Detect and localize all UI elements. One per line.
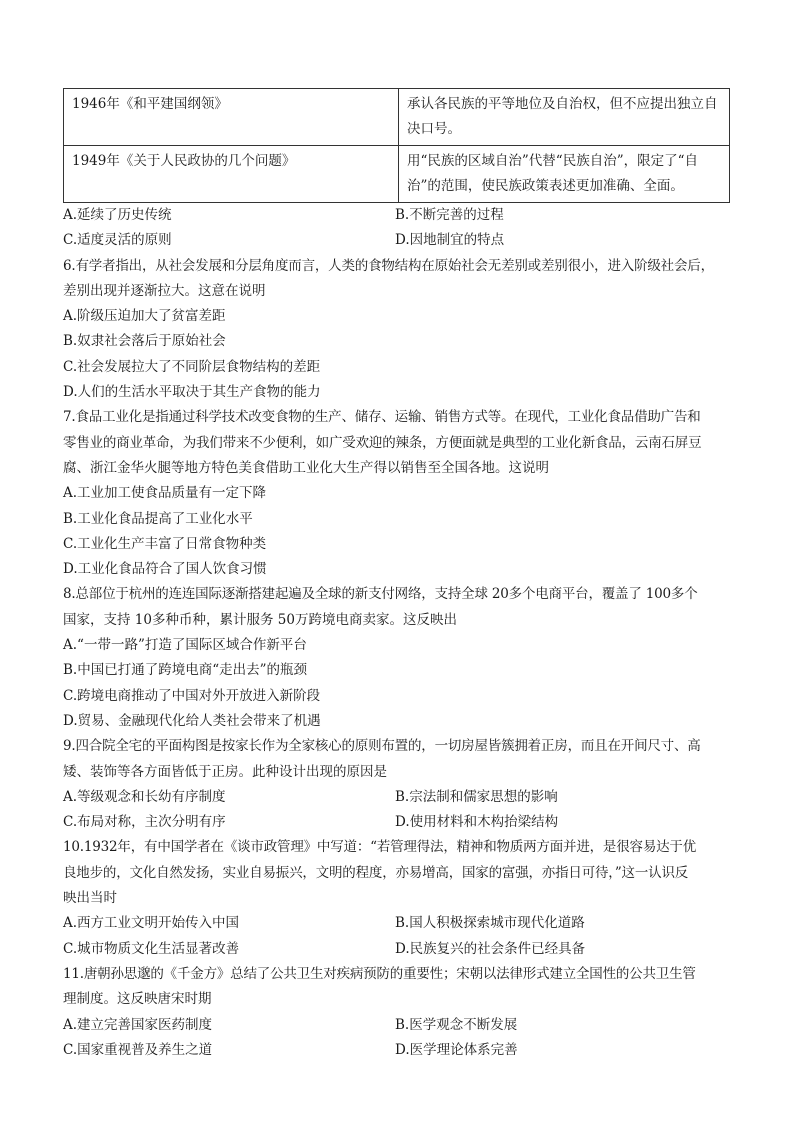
q8-stem-line-2: 国家，支持 10多种币种，累计服务 50万跨境电商卖家。这反映出 xyxy=(63,611,457,628)
q9-option-a[interactable]: A.等级观念和长幼有序制度 xyxy=(63,788,226,805)
q7-stem-line-3: 腐、浙江金华火腿等地方特色美食借助工业化大生产得以销售至全国各地。这说明 xyxy=(63,459,549,476)
q9-stem-line-1: 9.四合院全宅的平面构图是按家长作为全家核心的原则布置的，一切房屋皆簇拥着正房，而且在开间尺寸、高 xyxy=(63,738,701,755)
q6-stem-line-1: 6.有学者指出，从社会发展和分层角度而言，人类的食物结构在原始社会无差别或差别很小，进入阶级社会后， xyxy=(63,257,714,274)
q11-option-b[interactable]: B.医学观念不断发展 xyxy=(395,1016,518,1033)
q9-option-d[interactable]: D.使用材料和木构抬梁结构 xyxy=(395,814,559,831)
q10-stem-line-1: 10.1932年，有中国学者在《谈市政管理》中写道：“若管理得法，精神和物质两方面并进，是很容易达于优 xyxy=(63,839,697,856)
q11-options-row-1 xyxy=(63,1013,731,1038)
q5-option-b[interactable]: B.不断完善的过程 xyxy=(395,207,504,223)
q10-option-c[interactable]: C.城市物质文化生活显著改善 xyxy=(63,940,240,957)
q5-options-row-1 xyxy=(63,203,731,228)
q6-option-d[interactable]: D.人们的生活水平取决于其生产食物的能力 xyxy=(63,384,321,401)
exam-page xyxy=(63,88,731,1063)
q9-stem-line-2: 矮、装饰等各方面皆低于正房。此种设计出现的原因是 xyxy=(63,763,387,780)
q8-stem-line-1: 8.总部位于杭州的连连国际逐渐搭建起遍及全球的新支付网络，支持全球 20多个电商平台，覆盖了 100多个 xyxy=(63,586,698,603)
table-cell-content: 承认各民族的平等地位及自治权，但不应提出独立自决口号。 xyxy=(399,89,730,146)
policy-table xyxy=(63,88,730,203)
q10-option-a[interactable]: A.西方工业文明开始传入中国 xyxy=(63,915,240,932)
q5-option-a[interactable]: A.延续了历史传统 xyxy=(63,207,172,223)
q7-stem-line-2: 零售业的商业革命，为我们带来不少便利，如广受欢迎的辣条，方便面就是典型的工业化新食品，云南石屏豆 xyxy=(63,434,702,451)
q6-option-a[interactable]: A.阶级压迫加大了贫富差距 xyxy=(63,308,226,325)
q9-option-b[interactable]: B.宗法制和儒家思想的影响 xyxy=(395,788,558,805)
table-row xyxy=(64,146,730,203)
q7-option-d[interactable]: D.工业化食品符合了国人饮食习惯 xyxy=(63,561,267,578)
q10-stem-line-2: 良地步的，文化自然发扬，实业自易振兴，文明的程度，亦易增高，国家的富强，亦指日可待，”这一认识反 xyxy=(63,864,689,881)
q11-stem-line-1: 11.唐朝孙思邈的《千金方》总结了公共卫生对疾病预防的重要性；宋朝以法律形式建立全国性的公共卫生管 xyxy=(63,965,696,982)
table-row xyxy=(64,89,730,146)
q5-options-row-2 xyxy=(63,228,731,253)
q9-option-c[interactable]: C.布局对称，主次分明有序 xyxy=(63,814,226,831)
q7-option-c[interactable]: C.工业化生产丰富了日常食物种类 xyxy=(63,535,267,552)
q11-option-c[interactable]: C.国家重视普及养生之道 xyxy=(63,1041,213,1058)
q10-option-b[interactable]: B.国人积极探索城市现代化道路 xyxy=(395,915,585,932)
q8-option-c[interactable]: C.跨境电商推动了中国对外开放进入新阶段 xyxy=(63,687,321,704)
q8-option-d[interactable]: D.贸易、金融现代化给人类社会带来了机遇 xyxy=(63,712,321,729)
q10-options-row-1 xyxy=(63,911,731,936)
q10-stem-line-3: 映出当时 xyxy=(63,890,117,907)
q6-option-c[interactable]: C.社会发展拉大了不同阶层食物结构的差距 xyxy=(63,358,321,375)
q10-options-row-2 xyxy=(63,937,731,962)
q8-option-a[interactable]: A.“一带一路”打造了国际区域合作新平台 xyxy=(63,637,307,654)
q6-option-b[interactable]: B.奴隶社会落后于原始社会 xyxy=(63,333,226,350)
q7-stem-line-1: 7.食品工业化是指通过科学技术改变食物的生产、储存、运输、销售方式等。在现代，工业化食品借助广告和 xyxy=(63,409,701,426)
q11-option-d[interactable]: D.医学理论体系完善 xyxy=(395,1041,518,1058)
table-cell-doc: 1946年《和平建国纲领》 xyxy=(64,89,399,146)
q11-option-a[interactable]: A.建立完善国家医药制度 xyxy=(63,1016,213,1033)
q11-stem-line-2: 理制度。这反映唐宋时期 xyxy=(63,991,212,1008)
q11-options-row-2 xyxy=(63,1038,731,1063)
table-cell-content: 用“民族的区域自治”代替“民族自治”，限定了“自治”的范围，使民族政策表述更加准确、全面。 xyxy=(399,146,730,203)
q7-option-a[interactable]: A.工业加工使食品质量有一定下降 xyxy=(63,485,267,502)
q10-option-d[interactable]: D.民族复兴的社会条件已经具备 xyxy=(395,940,586,957)
table-cell-doc: 1949年《关于人民政协的几个问题》 xyxy=(64,146,399,203)
q5-option-d[interactable]: D.因地制宜的特点 xyxy=(395,232,505,249)
q8-option-b[interactable]: B.中国已打通了跨境电商“走出去”的瓶颈 xyxy=(63,662,308,679)
q9-options-row-2 xyxy=(63,810,731,835)
q7-option-b[interactable]: B.工业化食品提高了工业化水平 xyxy=(63,510,253,527)
q9-options-row-1 xyxy=(63,785,731,810)
q5-option-c[interactable]: C.适度灵活的原则 xyxy=(63,232,172,249)
q6-stem-line-2: 差别出现并逐渐拉大。这意在说明 xyxy=(63,282,266,299)
